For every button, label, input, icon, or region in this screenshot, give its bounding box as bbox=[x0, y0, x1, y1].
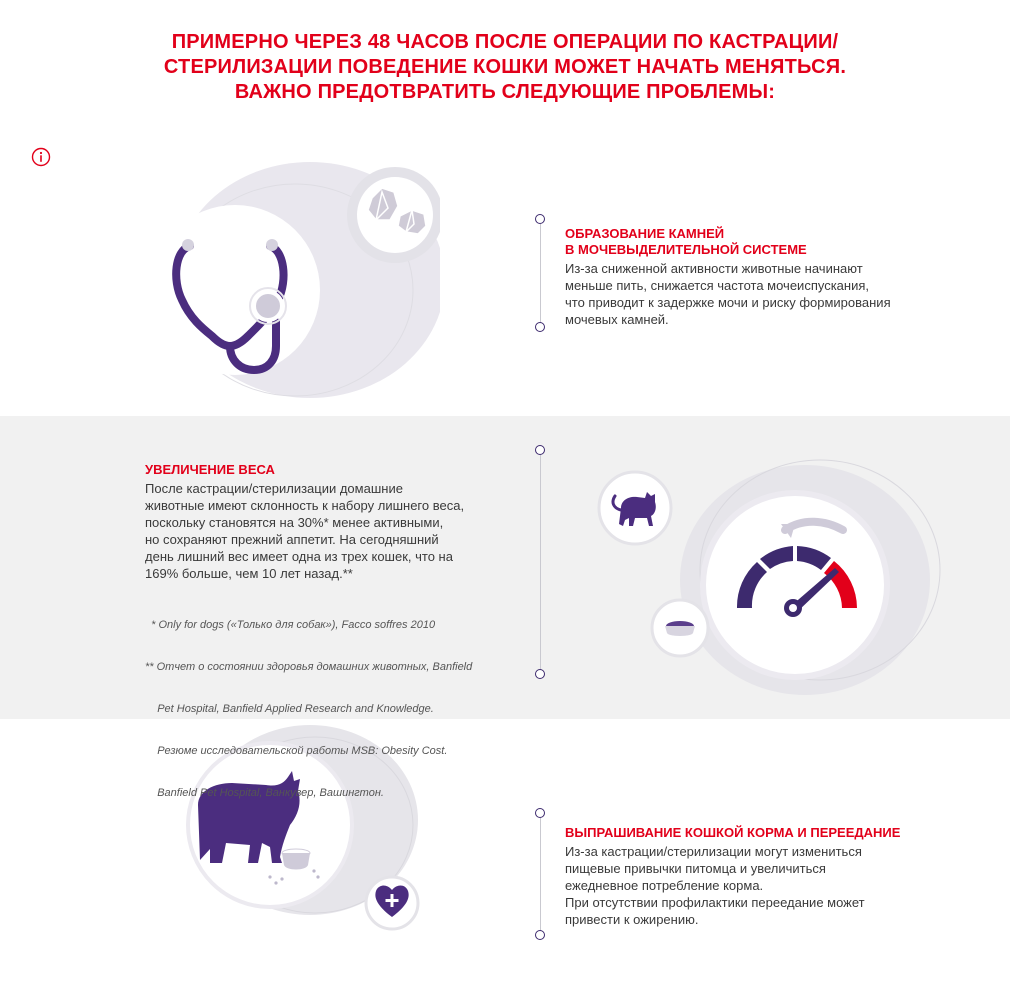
footnote-line: Резюме исследовательской работы MSB: Obesity Cost. bbox=[145, 745, 448, 757]
stones-illustration bbox=[120, 150, 440, 410]
overeating-body-line: пищевые привычки питомца и увеличиться bbox=[565, 861, 826, 876]
info-icon[interactable] bbox=[31, 147, 51, 167]
weight-body-line: После кастрации/стерилизации домашние bbox=[145, 481, 403, 496]
weight-body-line: 169% больше, чем 10 лет назад.** bbox=[145, 566, 353, 581]
stones-body bbox=[565, 260, 985, 328]
overeating-body bbox=[565, 843, 985, 928]
stones-body-line: что приводит к задержке мочи и риску формирования bbox=[565, 295, 891, 310]
footnote-line: * Only for dogs («Только для собак»), Facco soffres 2010 bbox=[145, 619, 436, 631]
page-title bbox=[0, 30, 1010, 105]
weight-illustration bbox=[595, 440, 1010, 715]
timeline-weight bbox=[535, 445, 547, 681]
weight-body-line: день лишний вес имеет одна из трех кошек, что на bbox=[145, 549, 453, 564]
stones-title-line: ОБРАЗОВАНИЕ КАМНЕЙ bbox=[565, 226, 725, 241]
weight-body-line: поскольку становятся на 30%* менее активными, bbox=[145, 515, 444, 530]
stones-body-line: меньше пить, снижается частота мочеиспускания, bbox=[565, 278, 870, 293]
weight-title-line: УВЕЛИЧЕНИЕ ВЕСА bbox=[145, 462, 275, 477]
overeating-body-line: ежедневное потребление корма. bbox=[565, 878, 764, 893]
overeating-title bbox=[565, 825, 985, 841]
stones-block bbox=[565, 226, 985, 328]
overeating-body-line: При отсутствии профилактики переедание может bbox=[565, 895, 865, 910]
stones-title bbox=[565, 226, 985, 258]
page-title-line: СТЕРИЛИЗАЦИИ ПОВЕДЕНИЕ КОШКИ МОЖЕТ НАЧАТЬ МЕНЯТЬСЯ. bbox=[163, 56, 847, 78]
weight-footnotes bbox=[145, 590, 472, 814]
weight-block bbox=[145, 462, 525, 582]
footnote-line: Banfield Pet Hospital, Ванкувер, Вашингтон. bbox=[145, 787, 384, 799]
weight-body-line: но сохраняют прежний аппетит. На сегодняшний bbox=[145, 532, 439, 547]
food-bowl-icon bbox=[665, 621, 695, 636]
weight-body bbox=[145, 480, 525, 582]
timeline-stones bbox=[535, 214, 547, 334]
timeline-overeating bbox=[535, 808, 547, 942]
stones-body-line: мочевых камней. bbox=[565, 312, 669, 327]
weight-body-line: животные имеют склонность к набору лишнего веса, bbox=[145, 498, 465, 513]
overeating-body-line: привести к ожирению. bbox=[565, 912, 699, 927]
stones-body-line: Из-за сниженной активности животные начинают bbox=[565, 261, 863, 276]
overeating-block bbox=[565, 825, 985, 928]
footnote-line: Pet Hospital, Banfield Applied Research and Knowledge. bbox=[145, 703, 434, 715]
footnote-line: ** Отчет о состоянии здоровья домашних животных, Banfield bbox=[145, 661, 473, 673]
stones-title-line: В МОЧЕВЫДЕЛИТЕЛЬНОЙ СИСТЕМЕ bbox=[565, 242, 807, 257]
overeating-title-line: ВЫПРАШИВАНИЕ КОШКОЙ КОРМА И ПЕРЕЕДАНИЕ bbox=[565, 825, 901, 840]
overeating-body-line: Из-за кастрации/стерилизации могут измениться bbox=[565, 844, 862, 859]
page-title-line: ПРИМЕРНО ЧЕРЕЗ 48 ЧАСОВ ПОСЛЕ ОПЕРАЦИИ ПО КАСТРАЦИИ/ bbox=[171, 31, 839, 53]
weight-title bbox=[145, 462, 525, 478]
page-title-line: ВАЖНО ПРЕДОТВРАТИТЬ СЛЕДУЮЩИЕ ПРОБЛЕМЫ: bbox=[234, 81, 776, 103]
